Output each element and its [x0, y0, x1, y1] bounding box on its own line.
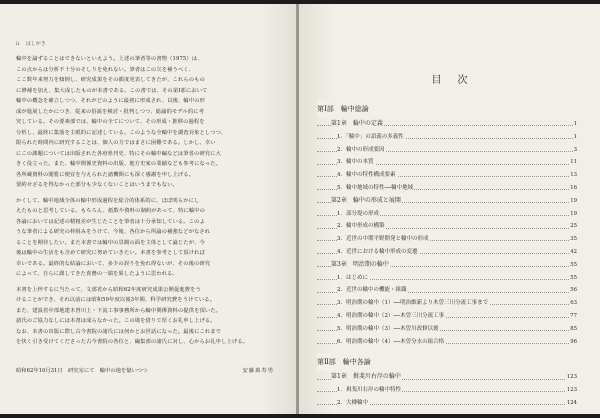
toc-page-number: 19: [569, 208, 577, 221]
toc-page-number: 42: [569, 246, 577, 259]
preface-line: 輪中の概念を確立しつつ、それがどのように最初に形成され、以後、輪中の形: [16, 98, 205, 104]
preface-line: 幸いである。最終的な結論において、多少の誤りを免れ得ないが、その後の研究: [16, 260, 211, 267]
toc-entry-title: 4．近世における輪中形成の変遷: [337, 246, 419, 259]
preface-line: 分析し、最終に集落を主眼的に記述している。このような全輪中を調査対象としつつ、: [16, 129, 227, 136]
toc-entry-section[interactable]: [317, 169, 577, 182]
toc-entry-section[interactable]: [317, 233, 577, 246]
toc-entry-title: 2．大槫輪中: [337, 397, 369, 410]
toc-entry-chapter[interactable]: [317, 371, 577, 384]
toc-page-number: 55: [569, 272, 577, 285]
running-head: [16, 40, 51, 47]
preface-line: 各論においては記述の精粗差が生じたことを筆者は十分承知している。このよ: [16, 218, 205, 225]
toc-entry-chapter[interactable]: [317, 118, 577, 131]
toc-entry-title: 5．明治期の輪中（3）──木曽川改修以後: [337, 323, 440, 336]
preface-line: なお、本書の出版に際し古今書院の諸氏には何かとお世話になった。最後にこれまで: [16, 328, 222, 335]
toc-entry-title: 3．輪中の本質: [337, 156, 375, 169]
toc-entry-section[interactable]: [317, 220, 577, 233]
preface-line: また、建設省中部地建木曽川上・下流工事事務所から輪中関係資料の提供を頂いた。: [16, 307, 222, 314]
toc-entry-section[interactable]: [317, 297, 577, 310]
preface-line: ることを期待したい。また本書では輪中の景観の面を主体として論じたが、今: [16, 239, 205, 246]
toc-entry-title: 5．輪中地域の特性──輪中地域: [337, 182, 414, 195]
running-head-title: はしがき: [25, 41, 46, 47]
toc-page-number: 124: [566, 397, 577, 410]
toc-entry-title: 2．輪中形成の構築: [337, 220, 386, 233]
toc-entry-title: 第2章 輪中の形成と展開: [331, 195, 402, 208]
toc-entry-section[interactable]: [317, 131, 577, 144]
toc-page-number: 13: [569, 169, 577, 182]
toc-entry-section[interactable]: [317, 182, 577, 195]
toc-entry-title: 第1章 揖斐川右岸の輪中: [331, 371, 402, 384]
toc-entry-section[interactable]: [317, 284, 577, 297]
toc-page-number: 1: [573, 131, 577, 144]
toc-entry-title: 第Ⅱ部 輪中各論: [317, 353, 372, 371]
toc-page-number: 56: [569, 284, 577, 297]
toc-entry-title: 2．輪中の形成要因: [337, 144, 386, 157]
right-page: [299, 4, 600, 414]
toc-entry-title: 6．明治期の輪中（4）──木曽分水の組合格: [337, 336, 445, 349]
toc-page-number: 35: [569, 233, 577, 246]
toc-entry-section[interactable]: [317, 156, 577, 169]
preface-line: この点からは分析不十分のそしりを免れない。筆者はこの欠を補うべく、: [16, 66, 194, 73]
toc-entry-title: 1．部分堤の形成: [337, 208, 380, 221]
toc-entry-title: 第3章 明治期の輪中: [331, 259, 390, 272]
toc-entry-section[interactable]: [317, 208, 577, 221]
preface-line: 各所蔵資料の閲覧に便宜を与えられた諸機関にも深く感謝を申し上げる。: [16, 171, 195, 178]
preface-line: 本書を上梓するに当たって、文部省から昭和62年度研究成果公開促進費をう: [16, 286, 201, 293]
toc-entry-part[interactable]: [317, 100, 577, 118]
toc-entry-title: 4．明治期の輪中（2）──木曽三川分流工事: [337, 310, 445, 323]
preface-line: かくして、輪中地域全体の輪中形成過程を総合的体系的に、ほぼ明らかにし: [16, 197, 200, 204]
toc-page-number: 63: [569, 297, 577, 310]
toc-entry-section[interactable]: [317, 272, 577, 285]
toc-entry-section[interactable]: [317, 384, 577, 397]
signature-author: 安藤萬寿男: [242, 368, 274, 374]
toc-page-number: 123: [566, 384, 577, 397]
preface-line: に修補を加え、集大成したものが本書である。この書では、その第Ⅰ部において: [16, 87, 208, 94]
toc-page-number: 16: [569, 182, 577, 195]
toc-page-number: 123: [566, 371, 577, 384]
toc-entry-section[interactable]: [317, 246, 577, 259]
preface-line: 後は輪中の生活をも含めて研究に努めていきたい。本書を参考として頂ければ: [16, 250, 205, 256]
preface-line: 諸氏のご協力なしには本書は成らなかった。この場を借りて厚くお礼申し上げる。: [16, 318, 216, 324]
preface-line: ここ数年来努力を傾倒し、研究成果をその都度発表してきたが、これらのもの: [16, 77, 205, 83]
toc-entry-title: 3．明治期の輪中（1）──明治維新より木曽三川分流工事まで: [337, 297, 489, 310]
toc-entry-title: 第Ⅰ部 輪中総論: [317, 100, 370, 118]
preface-line: うな筆者による研究の枠組みをうけて、今後、各位から所論の補強などがなされ: [16, 229, 211, 235]
preface-line: えたものと思考している。もちろん、紙数や資料の制約があって、特に輪中の: [16, 208, 206, 214]
toc-entry-title: 4．輪中の特性構成要素: [337, 169, 397, 182]
toc-page-number: 19: [569, 195, 577, 208]
toc-page-number: 96: [569, 336, 577, 349]
preface-line: 成が進展したかにつき、従来の俗説を検討・批判しつつ、総論的モデル的に考: [16, 108, 205, 115]
page-number: ii: [16, 41, 20, 47]
preface-line: を快く引き受けてくださった古今書院の各位と、編集部の諸氏に対し、心からお礼申し上げる。: [16, 339, 249, 345]
toc-page-number: 77: [569, 310, 577, 323]
preface-line: 要約せざるを得なかった部分も少なくないことはいうまでもない。: [16, 182, 178, 188]
toc-page-number: 55: [569, 259, 577, 272]
toc-entry-title: 1．「輪中」の語義の多義性: [337, 131, 405, 144]
toc-title: 目次: [431, 75, 484, 86]
toc-entry-section[interactable]: [317, 310, 577, 323]
signature-date: 昭和62年10月31日 研究室にて 輪中の地を憶いつつ: [16, 368, 148, 374]
toc-entry-section[interactable]: [317, 397, 577, 410]
toc-entry-part[interactable]: [317, 353, 577, 371]
preface-text: [16, 54, 274, 348]
toc-entry-section[interactable]: [317, 144, 577, 157]
toc-entry-title: 1．揖斐川右岸の輪中特性: [337, 384, 402, 397]
toc-entry-section[interactable]: [317, 323, 577, 336]
preface-line: 限られた時間内に研究することは、個人の力ではまさに困難である。しかし、幸い: [16, 140, 216, 146]
toc-entry-title: 2．近世の輪中の機能・組織: [337, 284, 408, 297]
toc-page-number: 1: [573, 118, 577, 131]
preface-line: 究している。その要素部では、輪中の全てについて、その形成・推移の過程を: [16, 119, 205, 125]
preface-line: にこの課題については出版された各府県刊史、特にその輪中編などは筆者の研究に大: [16, 150, 221, 157]
toc-entry-chapter[interactable]: [317, 195, 577, 208]
left-page: [0, 4, 297, 414]
preface-line: きく役立った。また、輪中関係史資料の出版、地方史家の業績なども参考になった。: [16, 161, 222, 167]
toc-entry-title: 第1章 輪中の定義: [331, 118, 384, 131]
preface-line: けることができ、それ以前には昭和59年度以後3年間、科学研究費をうけている。: [16, 297, 216, 303]
toc-entry-section[interactable]: [317, 336, 577, 349]
toc-entry-title: 1．はじめに: [337, 272, 369, 285]
toc-page-number: 11: [569, 156, 577, 169]
toc-page-number: 25: [569, 220, 577, 233]
preface-line: 輪中を論ずることはできないといえよう。上述の筆者等の書物（1975）は、: [16, 56, 203, 62]
toc-entry-chapter[interactable]: [317, 259, 577, 272]
toc-page-number: 3: [573, 144, 577, 157]
table-of-contents: [317, 100, 577, 410]
toc-entry-title: 3．近世の中期平野開発と輪中の形成: [337, 233, 430, 246]
preface-line: によって、自らに課してきた責務の一端を果したように思われる。: [16, 271, 178, 277]
toc-page-number: 85: [569, 323, 577, 336]
